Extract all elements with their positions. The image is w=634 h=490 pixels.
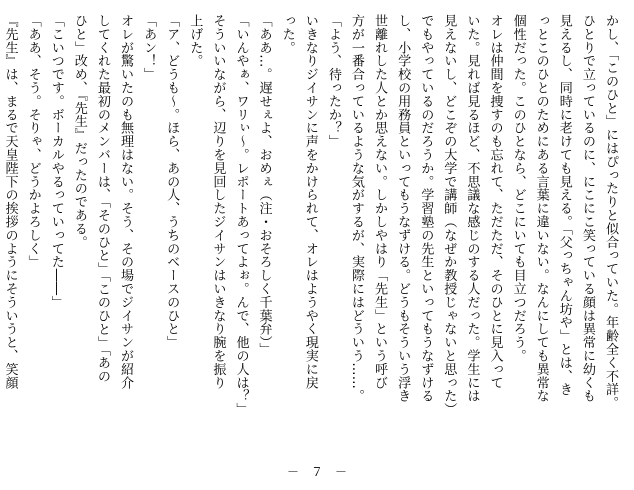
text-line: 上げた。 xyxy=(187,14,203,68)
text-line: 「ア、どうも〜。ほら、あの人、うちのベースのひと」 xyxy=(164,14,180,349)
text-line: 「こいつです。ボーカルやるっていってた――」 xyxy=(48,14,64,309)
text-line: った。 xyxy=(279,14,295,55)
text-line: 個性だった。このひとなら、どこにいても目立つだろう。 xyxy=(510,14,526,363)
text-line: ひと」改め、『先生』だったのである。 xyxy=(71,14,87,249)
text-line: 見えるし、同時に老けても見える。「父っちゃん坊や」とは、き xyxy=(556,14,572,397)
text-line: 『先生』は、まるで天皇陛下の挨拶のようにそういうと、笑顔 xyxy=(2,14,18,390)
text-line: いた。見れば見るほど、不思議な感じのする人だった。学生には xyxy=(464,14,480,403)
vertical-body-text xyxy=(2,14,622,434)
text-line: 方が一番合っているような気がするが、実際にはどういう……。 xyxy=(348,14,364,403)
text-line: いきなりジイサンに声をかけられて、オレはようやく現実に戻 xyxy=(302,14,318,390)
text-line: 「よう、待ったか？」 xyxy=(325,14,341,148)
text-line: してくれた最初のメンバーは、「そのひと」「このひと」「あの xyxy=(94,14,110,383)
text-line: 「ああ、そう。そりゃ、どうかよろしく」 xyxy=(25,14,41,269)
text-line: そういいながら、辺りを見回したジイサンはいきなり腕を振り xyxy=(210,14,226,390)
text-line: でもやっているのだろうか。学習塾の先生といってもうなずける xyxy=(418,14,434,403)
text-line: し、小学校の用務員といってもうなずける。どうもそういう浮き xyxy=(395,14,411,403)
text-line: オレは仲間を捜すのも忘れて、ただただ、そのひとに見入って xyxy=(487,14,503,390)
text-line: 世離れした人とか思えない。しかしやはり「先生」という呼び xyxy=(372,14,388,390)
text-line: 「ああ…。遅せぇよ、おめぇ（注・おそろしく千葉弁）」 xyxy=(256,14,272,356)
text-line: 「あン！」 xyxy=(141,14,157,81)
text-line: オレが驚いたのも無理はない。そう、その場でジイサンが紹介 xyxy=(118,14,134,390)
text-line: ひとりで立っているのに、にこにこ笑っている顔は異常に幼くも xyxy=(579,14,595,403)
text-line: 見えないし、どこぞの大学で講師（なぜか教授じゃないと思った） xyxy=(441,14,457,416)
text-line: かし、「このひと」にはぴったりと似合っていた。年齢全く不詳。 xyxy=(603,14,618,410)
text-line: 「いんやぁ、ワリぃ〜。レポートあってよぉ。んで、他の人は？」 xyxy=(233,14,249,416)
text-line: っとこのひとのためにある言葉に違いない。なんにしても異常な xyxy=(533,14,549,403)
page-number: － ７ － xyxy=(286,465,347,479)
